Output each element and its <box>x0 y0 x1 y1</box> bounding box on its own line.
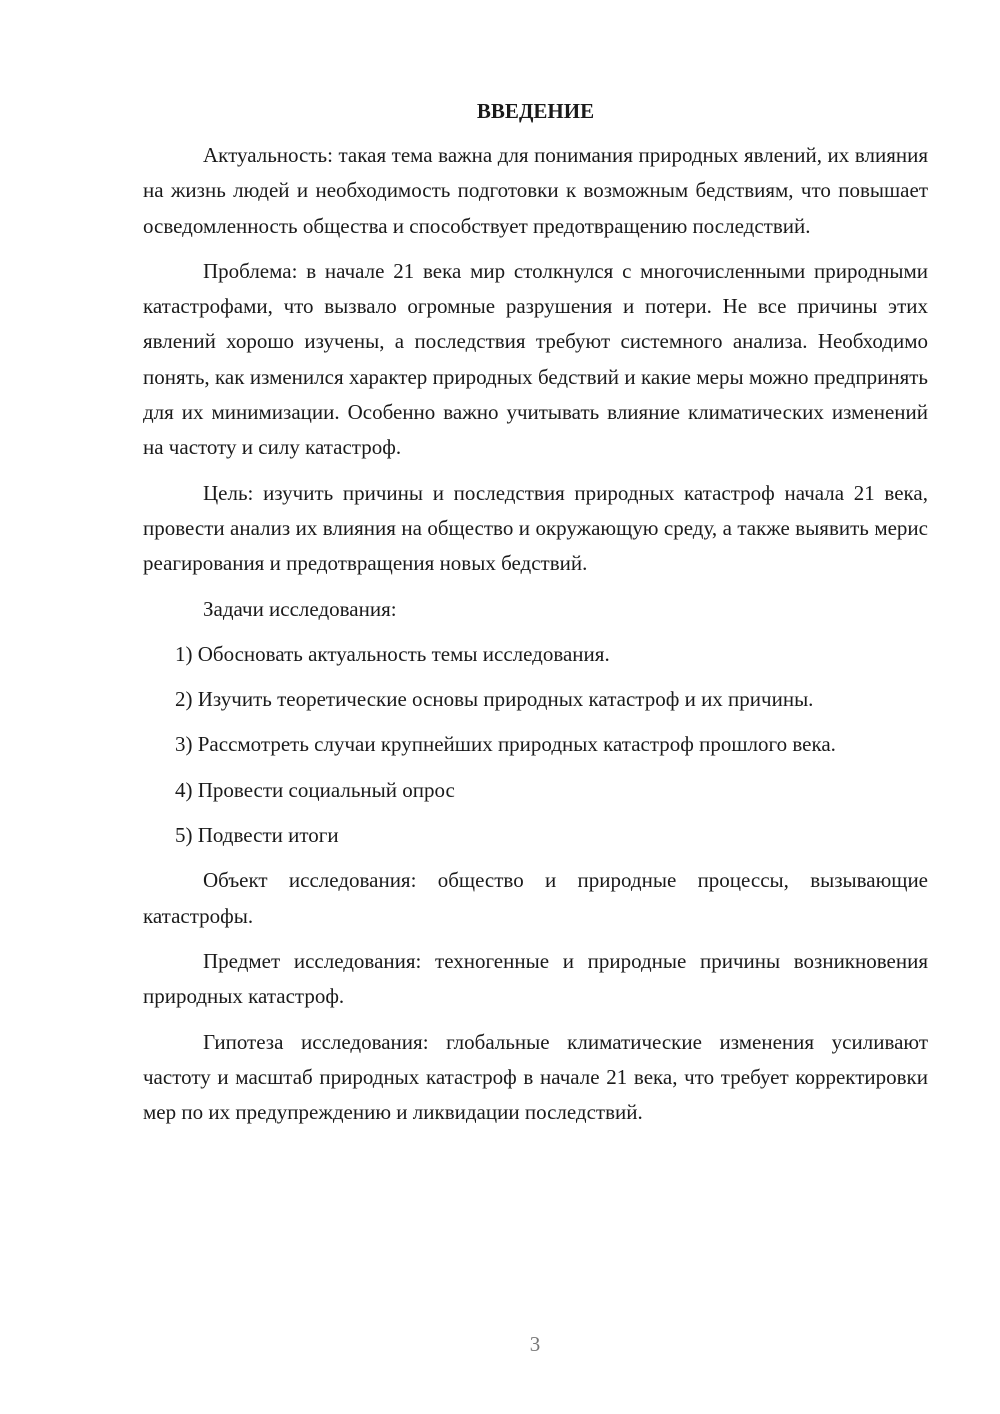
task-item-4: 4) Провести социальный опрос <box>175 777 455 802</box>
task-item-2: 2) Изучить теоретические основы природных катастроф и их причины. <box>175 687 814 712</box>
tasks-heading: Задачи исследования: <box>203 596 397 621</box>
page-title: ВВЕДЕНИЕ <box>476 99 595 123</box>
problem-paragraph: Проблема: в начале 21 века мир столкнулся с многочисленными природными катастрофами, что вызвало огромные разрушения и потери. Не все причины этих явлений хорошо изучены, а последствия требуют системного анализа. Необходимо понять, как изменился характер природных бедствий и какие меры можно предпринять для их минимизации. Особенно важно учитывать влияние климатических изменений на частоту и силу катастроф. <box>143 258 928 460</box>
subject-paragraph: Предмет исследования: техногенные и природные причины возникновения природных катастроф. <box>143 948 928 1009</box>
task-item-5: 5) Подвести итоги <box>175 823 339 848</box>
relevance-paragraph: Актуальность: такая тема важна для понимания природных явлений, их влияния на жизнь людей и необходимость подготовки к возможным бедствиям, что повышает осведомленность общества и способствует предотвращению последствий. <box>143 143 928 238</box>
goal-paragraph: Цель: изучить причины и последствия природных катастроф начала 21 века, провести анализ их влияния на общество и окружающую среду, а также выявить мерис реагирования и предотвращения новых бедствий. <box>143 480 928 576</box>
page-number: 3 <box>529 1332 541 1356</box>
object-paragraph: Объект исследования: общество и природные процессы, вызывающие катастрофы. <box>143 868 928 928</box>
task-item-1: 1) Обосновать актуальность темы исследования. <box>175 641 610 666</box>
document-page <box>143 96 928 1140</box>
hypothesis-paragraph: Гипотеза исследования: глобальные климатические изменения усиливают частоту и масштаб природных катастроф в начале 21 века, что требует корректировки мер по их предупреждению и ликвидации последствий. <box>143 1029 928 1125</box>
task-item-3: 3) Рассмотреть случаи крупнейших природных катастроф прошлого века. <box>175 732 836 757</box>
